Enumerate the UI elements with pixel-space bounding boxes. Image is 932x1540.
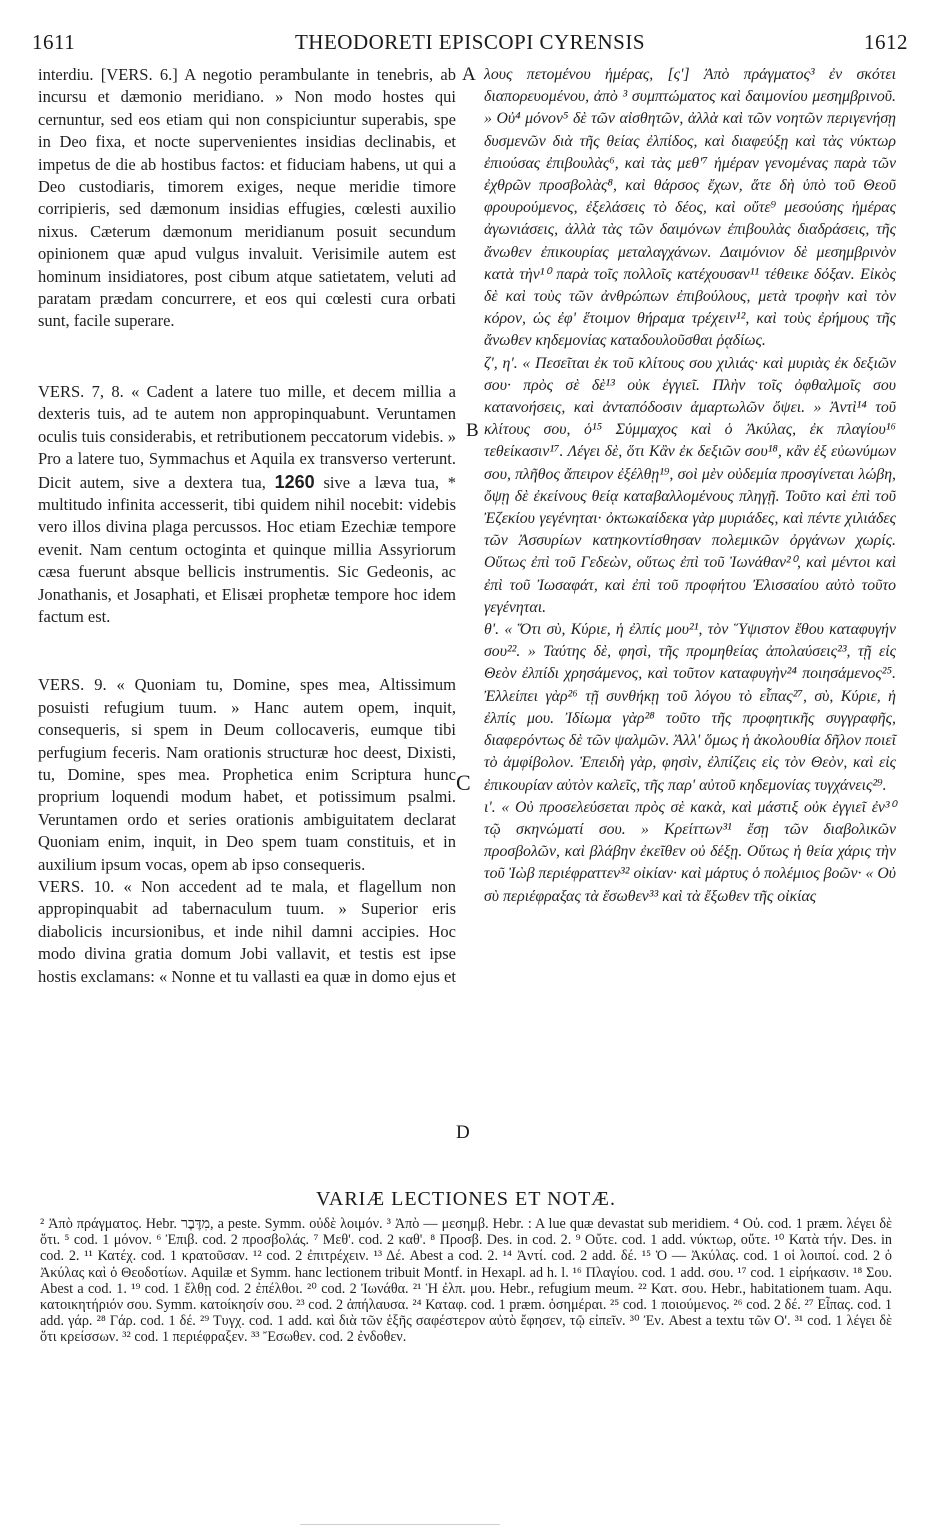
page-number-right: 1612 — [864, 30, 908, 54]
latin-paragraph-verse-9: VERS. 9. « Quoniam tu, Domine, spes mea, Altissimum posuisti refugium tuum. » Hanc autem opem, inquit, consequeris, si spem in Deum collocaveris, eumque tibi perfugium feceris. Nam orationis structuræ hoc deest, Dixisti, tu, Domine, spes mea. Prophetica enim Scriptura hunc proprium loquendi modum habet, et potissimum psalmi. Veruntamen ordo et series orationis ambiguitatem declarat Quoniam enim, inquit, in Deo spem tuam constituis, et in auxilium ipsum vocas, opem ab ipso consequeris. — [38, 675, 456, 874]
latin-verses-7-8-text-b: sive a læva tua, * multitudo infinita accesserit, tibi quidem nihil nocebit: videbis vero illos divina plaga percussos. Hoc etiam Ezechiæ tempore evenit. Nam centum octoginta et quinque millia Assyriorum cæsa fuerunt absque bellicis instrumentis. Sic Gedeonis, ac Jonathanis, et Josaphati, et Elisæi prophetæ tempore hoc idem factum est. — [38, 472, 457, 626]
greek-paragraph-verse-6: λους πετομένου ἡμέρας, [ς'] Ἀπὸ πράγματος³ ἐν σκότει διαπορευομένου, ἀπὸ ³ συμπτώματος καὶ δαιμονίου μεσημβρινοῦ. » Οὐ⁴ μόνον⁵ δὲ τῶν αἰσθητῶν, ἀλλὰ καὶ τῶν νοητῶν περιγενήσῃ δυσμενῶν διὰ τῆς θείας ἐλπίδος, καὶ διαφεύξῃ καὶ τὰς νύκτωρ ἐπιούσας ἐπιβουλὰς⁶, καὶ τὰς μεθ'⁷ ἡμέραν γενομένας παρὰ τῶν ἐχθρῶν προσβολὰς⁸, καὶ θάρσος ἔχων, ἅτε δὴ ὑπὸ τοῦ Θεοῦ φρουρούμενος, ἐξελάσεις τὸ δέος, καὶ οὔτε⁹ μεσούσης ἡμέρας ἀγωνιάσεις, ἀλλὰ τὰς τῶν δαιμόνων ἐπιβουλὰς διαδράσεις, τῆς ἄνωθεν ἐπικουρίας μεταλαγχάνων. Δαιμόνιον δὲ μεσημβρινὸν κατὰ τὴν¹⁰ παρὰ τοῖς πολλοῖς κατέχουσαν¹¹ τέθεικε δόξαν. Εἰκὸς δὲ καὶ τοὺς τῶν ἀνθρώπων ἐπιβούλους, μετὰ τροφὴν καὶ τὸν κόρον, ὡς ἐφ' ἕτοιμον θήραμα τρέχειν¹², καὶ τοὺς ἐρήμους τῆς ἄνωθεν κηδεμονίας καταδουλοῦσθαι ῥᾳδίως. — [484, 66, 896, 350]
greek-paragraph-verse-10: ι'. « Οὐ προσελεύσεται πρὸς σὲ κακὰ, καὶ μάστιξ οὐκ ἐγγιεῖ ἐν³⁰ τῷ σκηνώματί σου. » Κρείττων³¹ ἔσῃ τῶν διαβολικῶν προσβολῶν, καὶ βλάβην ἐκεῖθεν οὐ δέξῃ. Οὕτως ἡ θεία χάρις τὴν τοῦ Ἰὼβ περιέφραττεν³² οἰκίαν· καὶ μάρτυς ὁ πολέμιος βοῶν· « Οὐ σὺ περιέφραξας τὰ ἔσωθεν³³ καὶ τὰ ἔξωθεν τῆς οἰκίας — [484, 798, 896, 905]
column-number: 1260 — [274, 471, 315, 492]
latin-paragraph-verse-10: VERS. 10. « Non accedent ad te mala, et flagellum non appropinquabit ad tabernaculum tuum. » Superior eris diabolicis incursionibus, et inde nihil damni accipies. Hoc modo divina gratia domum Jobi vallavit, et testis est ipse hostis exclamans: « Nonne et tu vallasti ea quæ in domo ejus et — [38, 877, 456, 986]
latin-verses-7-8-text-a: VERS. 7, 8. « Cadent a latere tuo mille, et decem millia a dexteris tuis, ad te autem non appropinquabunt. Veruntamen oculis tuis considerabis, et retributionem peccatorum videbis. » Pro a latere tuo, Symmachus et Aquila ex transverso verterunt. Dicit autem, sive a dextera tua, — [38, 381, 456, 492]
margin-letter-b: B — [466, 420, 479, 441]
footer-rule — [300, 1524, 500, 1525]
running-title: THEODORETI EPISCOPI CYRENSIS — [294, 30, 646, 54]
running-head — [32, 30, 908, 54]
critical-notes — [40, 1216, 892, 1346]
greek-paragraph-verses-7-8: ζ', η'. « Πεσεῖται ἐκ τοῦ κλίτους σου χιλιάς· καὶ μυριὰς ἐκ δεξιῶν σου· πρὸς σὲ δὲ¹³ οὐκ ἐγγιεῖ. Πλὴν τοῖς ὀφθαλμοῖς σου κατανοήσεις, καὶ ἀνταπόδοσιν ἁμαρτωλῶν ὄψει. » Ἀντὶ¹⁴ τοῦ κλίτους σου, ὁ¹⁵ Σύμμαχος καὶ ὁ Ἀκύλας, ἐκ πλαγίου¹⁶ τεθείκασιν¹⁷. Λέγει δὲ, ὅτι Κἂν ἐκ δεξιῶν σου¹⁸, κἂν ἐξ εὐωνύμων σου, πλῆθος ἄπειρον ἐξέλθῃ¹⁹, σοὶ μὲν οὐδεμία προσγίνεται λώβη, ὄψῃ δὲ ἐκείνους θείᾳ καταβαλλομένους πληγῇ. Τοῦτο καὶ ἐπὶ τοῦ Ἐζεκίου γεγένηται· ὀκτωκαίδεκα γὰρ μυριάδες, καὶ πέντε χιλιάδες τῶν Ἀσσυρίων κατηκοντίσθησαν πολεμικῶν ὀργάνων χωρίς. Οὕτως ἐπὶ τοῦ Γεδεὼν, οὕτως ἐπὶ τοῦ Ἰωνάθαν²⁰, καὶ μέντοι καὶ ἐπὶ τοῦ Ἰωσαφάτ, καὶ ἐπὶ τοῦ προφήτου Ἐλισσαίου αὐτὸ τοῦτο γεγένηται. — [484, 354, 896, 616]
margin-letter-d: D — [456, 1122, 470, 1143]
margin-letter-a: A — [462, 64, 476, 85]
latin-column — [38, 64, 456, 988]
latin-paragraph-verses-7-8 — [38, 381, 456, 628]
notes-heading: VARIÆ LECTIONES ET NOTÆ. — [316, 1188, 616, 1210]
notes-text: ² Ἀπὸ πράγματος. Hebr. מִדֶּבֶר, a peste. Symm. οὐδὲ λοιμόν. ³ Ἀπὸ — μεσημβ. Hebr. : A lue quæ devastat sub meridiem. ⁴ Οὐ. cod. 1 præm. λέγει δὲ ὅτι. ⁵ cod. 1 μόνον. ⁶ Ἐπιβ. cod. 2 προσβολάς. ⁷ Μεθ'. cod. 2 καθ'. ⁸ Προσβ. Des. in cod. 2. ⁹ Οὔτε. cod. 1 add. νύκτωρ, οὔτε. ¹⁰ Κατὰ τήν. Des. in cod. 2. ¹¹ Κατέχ. cod. 1 κρατοῦσαν. ¹² cod. 2 ἐπιτρέχειν. ¹³ Δέ. Abest a cod. 2. ¹⁴ Ἀντί. cod. 2 add. δέ. ¹⁵ Ὁ — Ἀκύλας. cod. 1 οἱ λοιποί. cod. 2 ὁ Ἀκύλας καὶ ὁ Θεοδοτίων. Aquilæ et Symm. hanc lectionem tribuit Montf. in Hexapl. ad h. l. ¹⁶ Πλαγίου. cod. 1 add. σου. ¹⁷ cod. 1 εἰρήκασιν. ¹⁸ Σου. Abest a cod. 1. ¹⁹ cod. 1 ἔλθῃ cod. 2 ἐπέλθοι. ²⁰ cod. 2 Ἰωνάθα. ²¹ Ἡ ἐλπ. μου. Hebr., refugium meum. ²² Κατ. σου. Hebr., habitationem tuam. Aqu. κατοικητήριόν σου. Symm. κατοίκησίν σου. ²³ cod. 2 ἀπήλαυσα. ²⁴ Καταφ. cod. 1 præm. ὁσημέραι. ²⁵ cod. 1 ποιούμενος. ²⁶ cod. 2 δέ. ²⁷ Εἶπας. cod. 1 add. γάρ. ²⁸ Γάρ. cod. 1 δέ. ²⁹ Τυγχ. cod. 1 add. καὶ διὰ τῶν ἑξῆς σαφέστερον αὐτὸ ἔφησεν, τῷ εἰπεῖν. ³⁰ Ἐν. Abest a textu τῶν Ο'. ³¹ cod. 1 λέγει δὲ ὅτι κρείσσων. ³² cod. 1 περιέφραξεν. ³³ Ἔσωθεν. cod. 2 ἐνδοθεν. — [40, 1216, 893, 1346]
greek-column — [484, 64, 896, 908]
margin-letter-c: C — [456, 770, 471, 795]
greek-paragraph-verse-9: θ'. « Ὅτι σὺ, Κύριε, ἡ ἐλπίς μου²¹, τὸν Ὕψιστον ἔθου καταφυγήν σου²². » Ταύτης δὲ, φησὶ, τῆς προμηθείας ἀπολαύσεις²³, τῇ εἰς Θεὸν ἐλπίδι χρησάμενος, καὶ τοῦτον καταφυγὴν²⁴ ποιησάμενος²⁵. Ἐλλείπει γὰρ²⁶ τῇ συνθήκῃ τοῦ λόγου τὸ εἶπας²⁷, σὺ, Κύριε, ἡ ἐλπίς μου. Ἰδίωμα γὰρ²⁸ τοῦτο τῆς προφητικῆς συγγραφῆς, διαφερόντως δὲ τῶν ψαλμῶν. Ἀλλ' ὅμως ἡ ἀκολουθία δῆλον ποιεῖ τὸ ἀμφίβολον. Ἐπειδὴ γὰρ, φησὶν, ἐλπίζεις εἰς τὸν Θεὸν, καὶ εἰς ἐπικουρίαν αὐτὸν καλεῖς, τῆς παρ' αὐτοῦ κηδεμονίας τυγχάνεις²⁹. — [484, 621, 896, 794]
latin-paragraph-verse-6: interdiu. [VERS. 6.] A negotio perambulante in tenebris, ab incursu et dæmonio meridiano. » Non modo hostes qui cernuntur, sed eos etiam qui non conspiciuntur superabis, spe in Deo fixa, et nocte supervenientes insidias declinabis, et impetus de die ab hostibus factos: et fiduciam habens, ut qui a Deo custodiaris, timorem exiges, neque meridie timore corripieris, sed dæmonum insidias effugies, cœlesti auxilio nixus. Cæterum dæmonum meridianum posuit secundum opinionem quæ apud vulgus invaluit. Verisimile autem est hominum insidiatores, post cibum atque satietatem, veluti ad paratam prædam concurrere, et eos qui cœlesti cura orbati sunt, facile superare. — [38, 65, 456, 331]
page-number-left: 1611 — [32, 30, 76, 54]
